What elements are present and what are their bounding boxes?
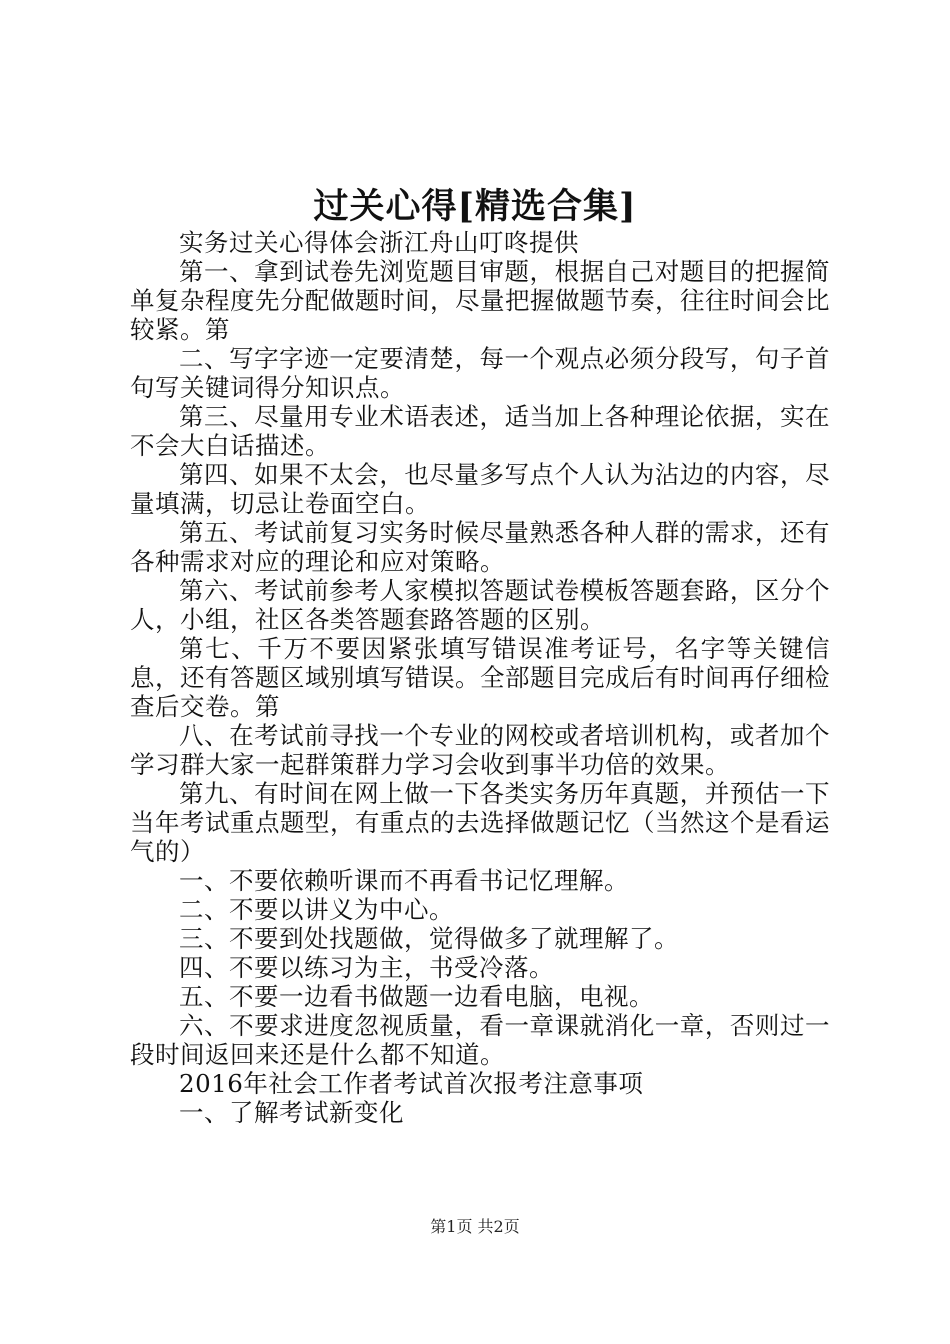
paragraph-dont-4: 四、不要以练习为主，书受冷落。	[179, 953, 554, 982]
paragraph-section-heading: 2016年社会工作者考试首次报考注意事项	[179, 1069, 644, 1098]
page-footer: 第1页 共2页	[430, 1217, 520, 1236]
paragraph-tip-7: 第七、千万不要因紧张填写错误准考证号，名字等关键信息，还有答题区域别填写错误。全部题目完成后有时间再仔细检查后交卷。第	[130, 634, 830, 721]
paragraph-tip-8: 八、在考试前寻找一个专业的网校或者培训机构，或者加个学习群大家一起群策群力学习会收到事半功倍的效果。	[130, 721, 830, 779]
paragraph-tip-3: 第三、尽量用专业术语表述，适当加上各种理论依据，实在不会大白话描述。	[130, 402, 830, 460]
paragraph-section-item-1: 一、了解考试新变化	[179, 1098, 404, 1127]
paragraph-tip-1: 第一、拿到试卷先浏览题目审题，根据自己对题目的把握简单复杂程度先分配做题时间，尽量把握做题节奏，往往时间会比较紧。第	[130, 257, 830, 344]
paragraph-tip-6: 第六、考试前参考人家模拟答题试卷模板答题套路，区分个人，小组，社区各类答题套路答题的区别。	[130, 576, 830, 634]
document-body	[130, 228, 830, 1127]
paragraph-dont-5: 五、不要一边看书做题一边看电脑，电视。	[179, 982, 654, 1011]
paragraph-dont-6: 六、不要求进度忽视质量，看一章课就消化一章，否则过一段时间返回来还是什么都不知道。	[130, 1011, 830, 1069]
paragraph-dont-1: 一、不要依赖听课而不再看书记忆理解。	[179, 866, 629, 895]
paragraph-intro: 实务过关心得体会浙江舟山叮咚提供	[179, 228, 579, 257]
paragraph-tip-9: 第九、有时间在网上做一下各类实务历年真题，并预估一下当年考试重点题型，有重点的去选择做题记忆（当然这个是看运气的）	[130, 779, 830, 866]
paragraph-dont-3: 三、不要到处找题做，觉得做多了就理解了。	[179, 924, 679, 953]
paragraph-tip-5: 第五、考试前复习实务时候尽量熟悉各种人群的需求，还有各种需求对应的理论和应对策略。	[130, 518, 830, 576]
paragraph-tip-2: 二、写字字迹一定要清楚，每一个观点必须分段写，句子首句写关键词得分知识点。	[130, 344, 830, 402]
paragraph-tip-4: 第四、如果不太会，也尽量多写点个人认为沾边的内容，尽量填满，切忌让卷面空白。	[130, 460, 830, 518]
paragraph-dont-2: 二、不要以讲义为中心。	[179, 895, 454, 924]
document-title: 过关心得[精选合集]	[313, 186, 637, 227]
